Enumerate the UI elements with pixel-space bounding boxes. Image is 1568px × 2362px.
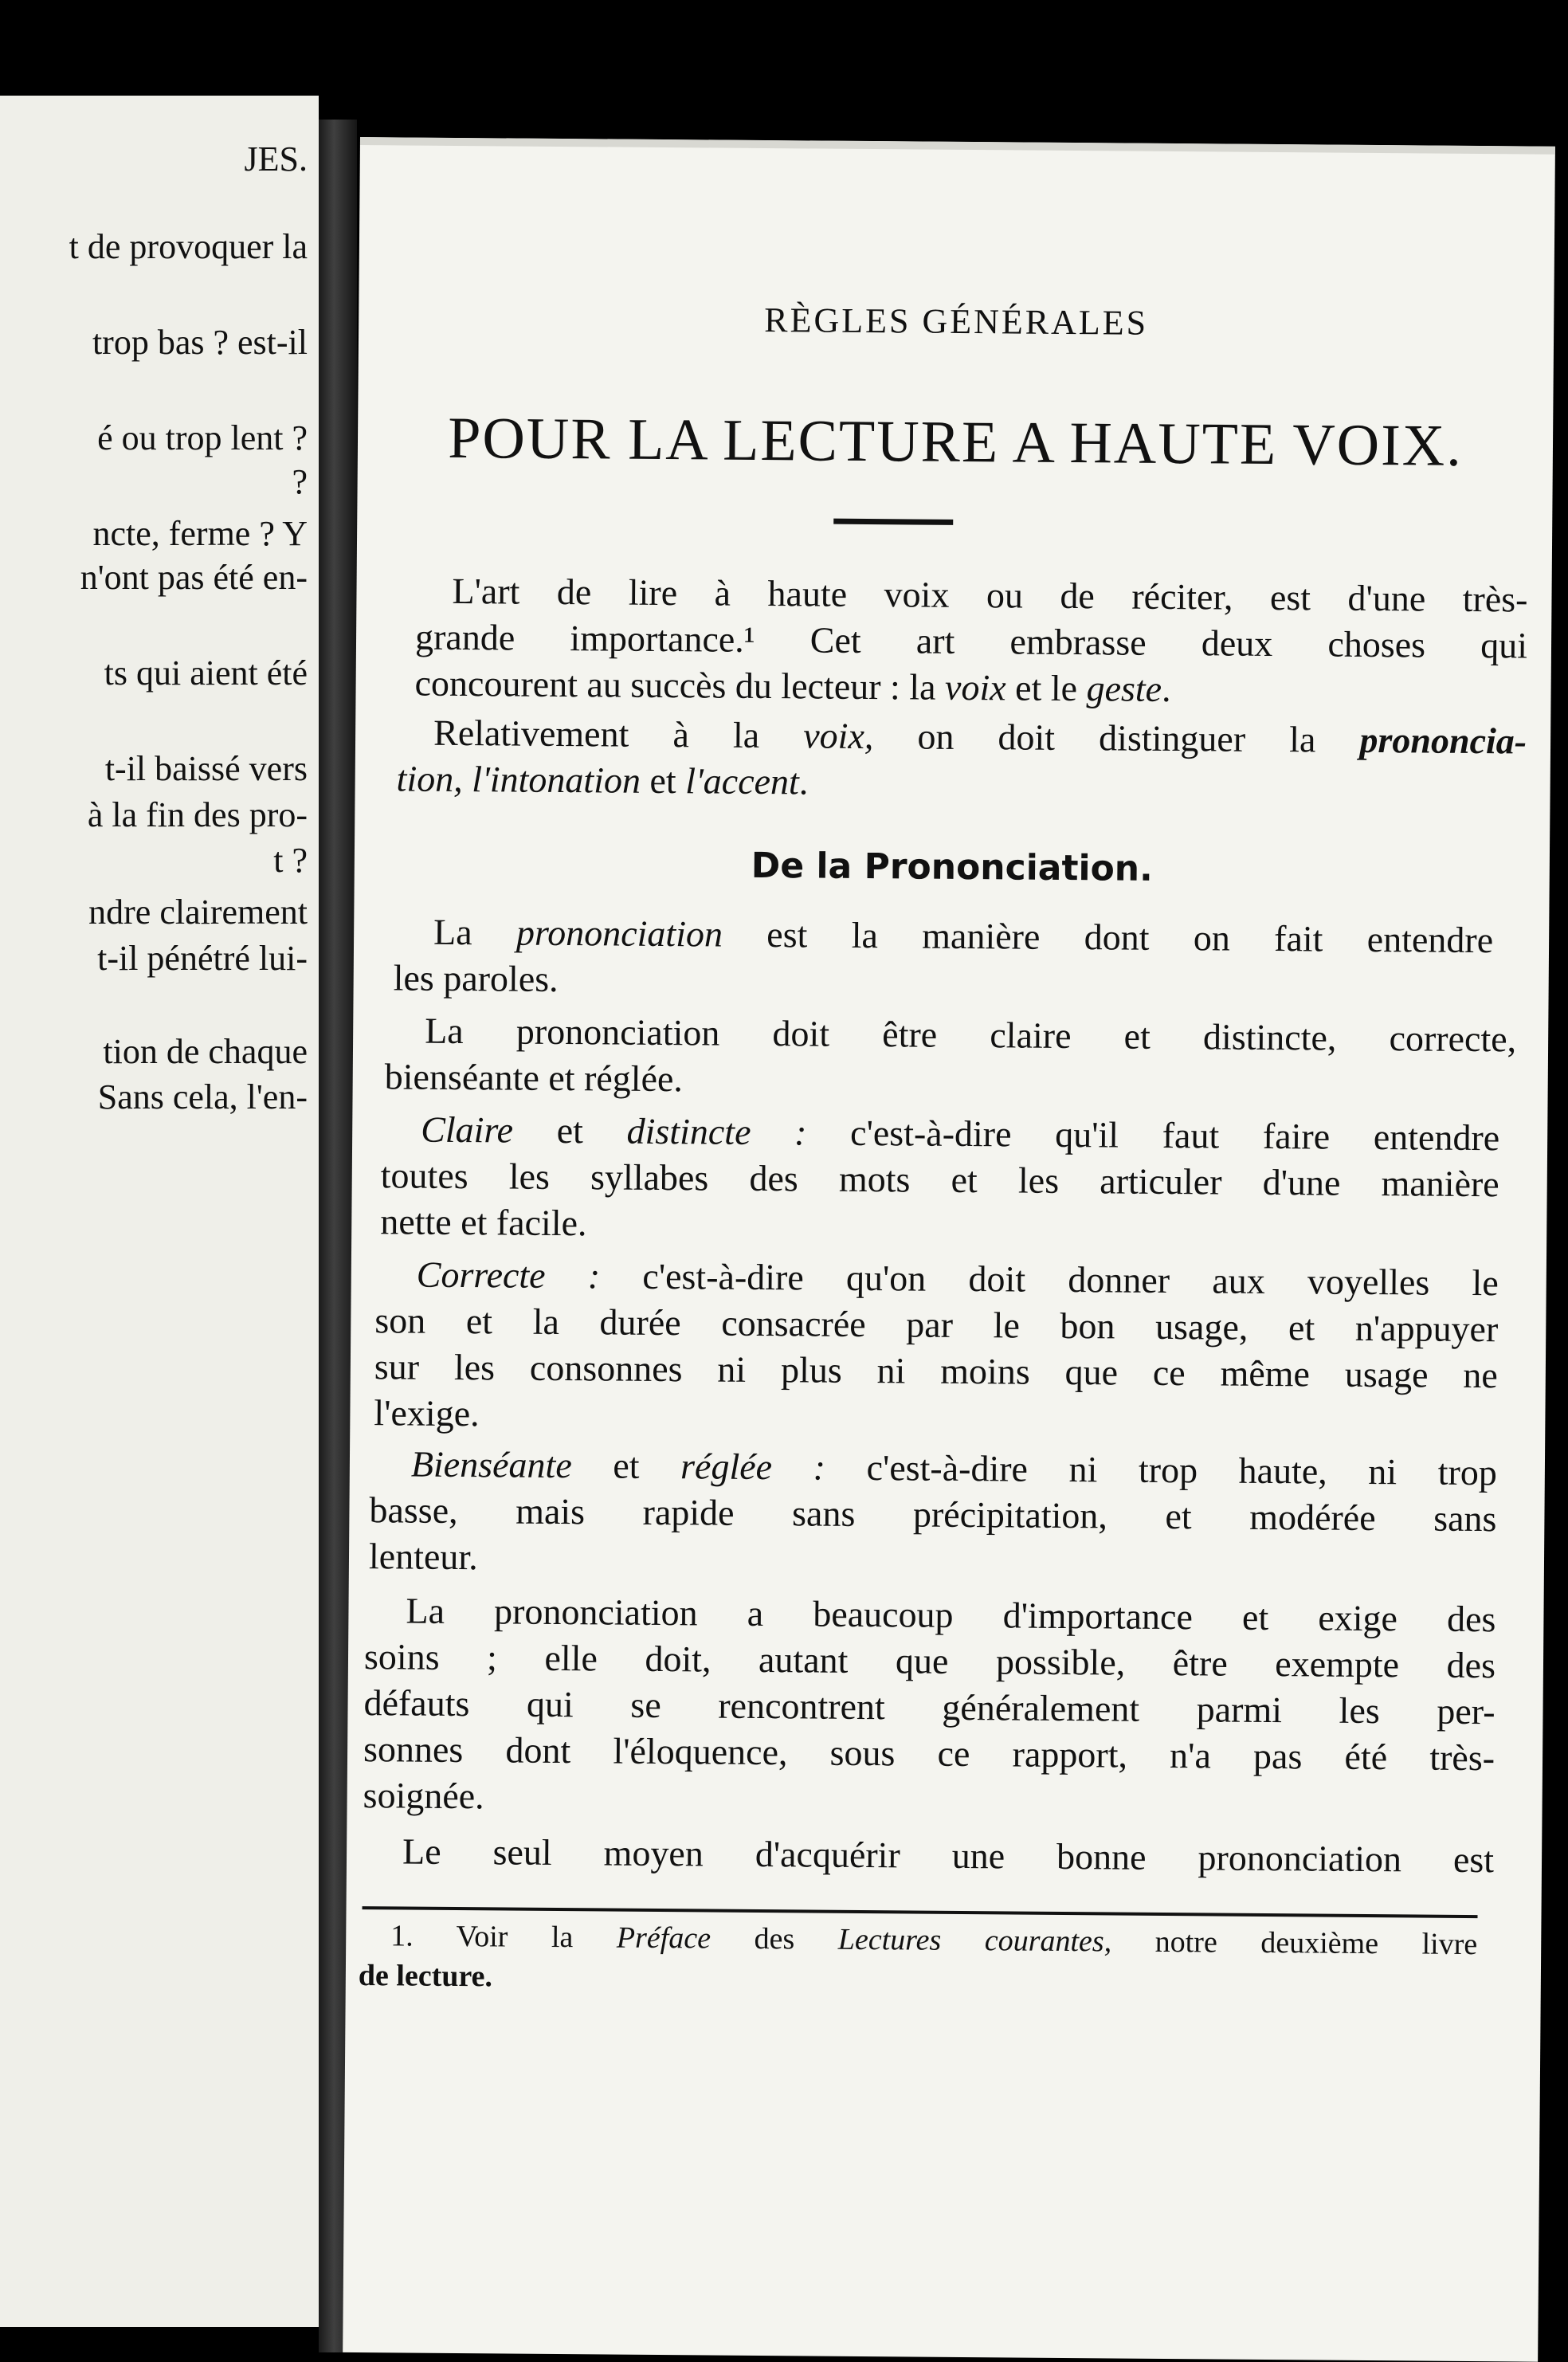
text-span: des: [710, 1921, 838, 1956]
text-line: soignée.: [363, 1775, 484, 1817]
text-span: 1. Voir la: [390, 1919, 617, 1955]
emphasis-text: Bienséante: [410, 1443, 572, 1486]
text-span: et: [640, 759, 686, 802]
emphasis-text: Préface: [616, 1921, 711, 1956]
text-line: défauts qui se rencontrent généralement parmi les per-: [363, 1682, 1495, 1732]
text-line: basse, mais rapide sans précipitation, et modérée sans: [369, 1489, 1497, 1540]
text-line: grande importance.¹ Cet art embrasse deux choses qui: [414, 616, 1528, 666]
text-line: sur les consonnes ni plus ni moins que ce même usage ne: [374, 1346, 1499, 1396]
section-heading: De la Prononciation.: [751, 845, 1154, 889]
paragraph-4: [385, 1007, 1517, 1108]
text-span: Relativement à la: [433, 712, 804, 756]
text-span: c'est-à-dire qu'il faut faire entendre: [806, 1112, 1500, 1159]
paragraph-8: [363, 1587, 1495, 1827]
text-line: soins ; elle doit, autant que possible, être exempte des: [363, 1636, 1496, 1686]
text-line: La prononciation doit être claire et distincte, correcte,: [424, 1010, 1517, 1060]
emphasis-text: Claire: [421, 1108, 514, 1151]
paragraph-5: [380, 1106, 1499, 1254]
text-line: [414, 661, 1527, 716]
text-span: c'est-à-dire qu'on doit donner aux voyelles le: [599, 1255, 1499, 1304]
footnote: [359, 1916, 1478, 2004]
left-page-line: trop bas ? est-il: [92, 323, 308, 362]
left-page-line: t de provoquer la: [69, 227, 308, 266]
text-span: .: [798, 761, 809, 802]
right-page: [343, 137, 1555, 2362]
text-span: c'est-à-dire ni trop haute, ni trop: [825, 1446, 1498, 1493]
text-line: La prononciation a beaucoup d'importance et exige des: [406, 1590, 1496, 1640]
text-span: concourent au succès du lecteur : la: [414, 662, 946, 708]
emphasis-text: Lectures courantes,: [837, 1922, 1112, 1959]
text-line: [421, 1107, 1499, 1162]
left-page-line: ncte, ferme ? Y: [92, 514, 308, 553]
emphasis-text: prononciation: [515, 912, 723, 955]
text-line: Le seul moyen d'acquérir une bonne prononciation est: [402, 1830, 1495, 1881]
text-line: sonnes dont l'éloquence, sous ce rapport, n'a pas été très-: [363, 1728, 1495, 1779]
left-page-line: à la fin des pro-: [87, 795, 308, 834]
left-page-line: ndre clairement: [88, 893, 308, 932]
left-page-line: t-il baissé vers: [104, 749, 308, 788]
page-title: POUR LA LECTURE A HAUTE VOIX.: [447, 405, 1464, 479]
paragraph-7: [369, 1441, 1497, 1588]
left-page-line: tion de chaque: [103, 1032, 308, 1071]
left-page-line: t-il pénétré lui-: [97, 939, 308, 978]
text-line: L'art de lire à haute voix ou de réciter, est d'une très-: [452, 570, 1528, 620]
footnote-line: [390, 1916, 1477, 1964]
text-line: [417, 1252, 1499, 1307]
footnote-line: de lecture.: [358, 1959, 493, 1994]
emphasis-text: prononcia-: [1359, 719, 1527, 762]
text-line: lenteur.: [368, 1536, 478, 1578]
emphasis-text: tion, l'intonation: [396, 758, 641, 801]
left-page-line: Sans cela, l'en-: [97, 1077, 308, 1116]
emphasis-text: Correcte :: [416, 1254, 601, 1297]
left-page-line: JES.: [244, 139, 308, 179]
paragraph-2: [396, 709, 1527, 810]
paragraph-9: [361, 1828, 1494, 1883]
text-line: [433, 909, 1493, 963]
running-head: RÈGLES GÉNÉRALES: [764, 300, 1149, 343]
text-span: .: [1161, 668, 1171, 710]
emphasis-voix: voix: [944, 666, 1006, 708]
emphasis-text: voix,: [803, 715, 874, 757]
left-page-line: ts qui aient été: [104, 653, 308, 693]
text-line: [433, 710, 1527, 765]
left-page-line: ?: [292, 462, 308, 501]
text-line: les paroles.: [393, 957, 559, 999]
left-page-fragment: [0, 96, 319, 2327]
text-line: bienséante et réglée.: [384, 1056, 684, 1100]
left-page-line: t ?: [273, 841, 308, 880]
text-span: et: [571, 1445, 681, 1487]
emphasis-text: distincte :: [626, 1110, 807, 1153]
text-span: on doit distinguer la: [873, 716, 1360, 760]
text-line: toutes les syllabes des mots et les articuler d'une manière: [380, 1155, 1499, 1205]
text-span: notre deuxième livre: [1111, 1925, 1478, 1962]
emphasis-text: l'accent: [684, 760, 800, 802]
emphasis-geste: geste: [1086, 668, 1162, 709]
emphasis-text: réglée :: [680, 1446, 826, 1488]
text-line: [411, 1442, 1497, 1497]
text-line: [396, 755, 1526, 810]
text-span: et le: [1005, 667, 1087, 709]
text-span: La: [433, 911, 517, 953]
paragraph-6: [374, 1251, 1499, 1445]
text-line: nette et facile.: [380, 1201, 587, 1244]
text-line: son et la durée consacrée par le bon usage, et n'appuyer: [374, 1300, 1499, 1350]
paragraph-1: [414, 568, 1528, 716]
text-line: l'exige.: [374, 1392, 480, 1434]
text-span: et: [512, 1109, 627, 1152]
page-top-edge: [360, 137, 1555, 155]
left-page-line: é ou trop lent ?: [97, 418, 308, 457]
paragraph-3: [393, 908, 1493, 1010]
title-divider: [833, 519, 953, 525]
text-span: est la manière dont on fait entendre: [722, 913, 1494, 961]
left-page-line: n'ont pas été en-: [80, 558, 308, 597]
